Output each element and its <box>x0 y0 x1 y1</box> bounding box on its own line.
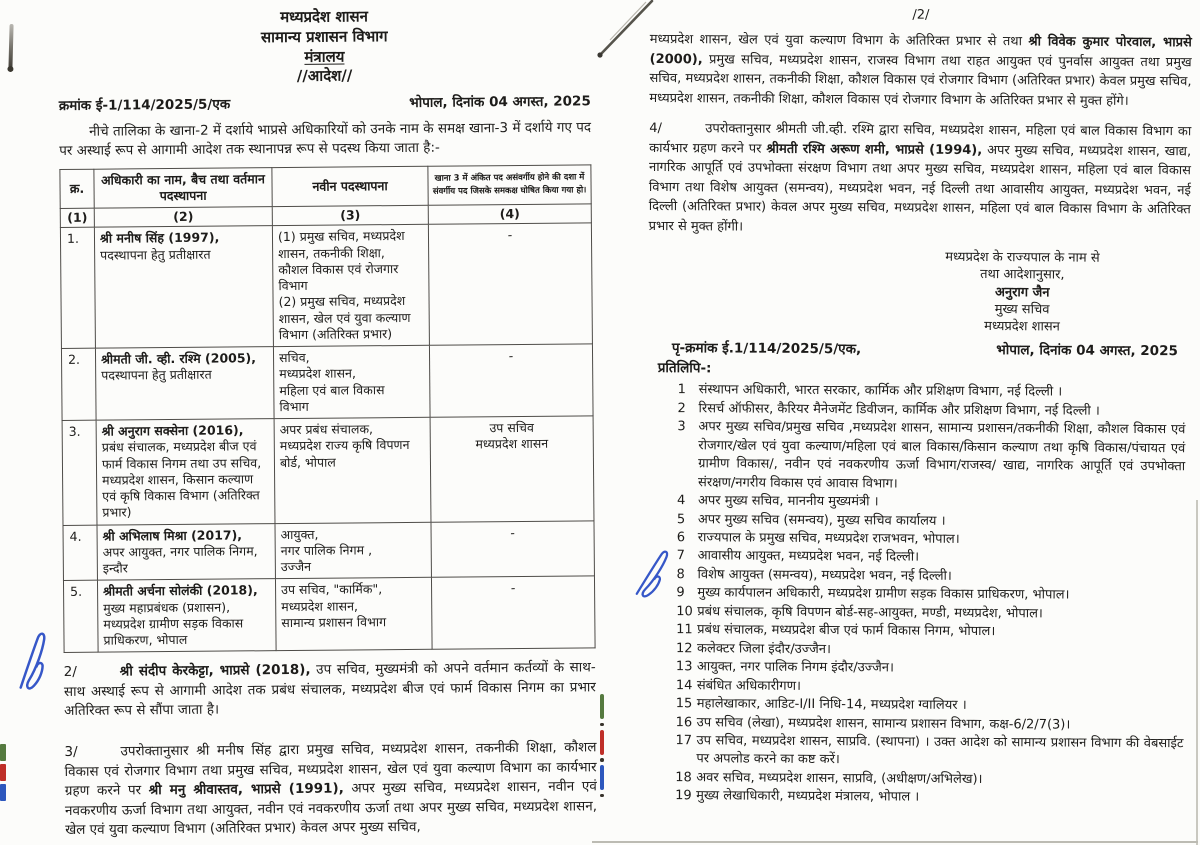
list-item <box>677 418 1189 495</box>
row-serial: 3. <box>62 420 97 525</box>
table-row <box>60 223 592 348</box>
table-row <box>62 416 594 525</box>
equivalent-post-cell: - <box>431 576 595 649</box>
table-row <box>61 344 593 421</box>
list-item-text: उप सचिव (लेखा), मध्यप्रदेश शासन, सामान्य प्रशासन विभाग, कक्ष-6/2/7(3)। <box>696 714 1071 733</box>
list-item-number: 6 <box>676 530 686 546</box>
endorsement-number: पृ-क्रमांक ई.1/114/2025/5/एक, <box>671 340 862 358</box>
list-item-number: 19 <box>675 788 692 804</box>
para-number: 4/ <box>649 120 662 137</box>
new-posting-cell: (1) प्रमुख सचिव, मध्यप्रदेश शासन, तकनीकी शिक्षा, कौशल विकास एवं रोजगार विभाग (2) प्रमुख सचिव, मध्यप्रदेश शासन, खेल एवं युवा कल्याण विभाग (अतिरिक्त प्रभार) <box>272 225 429 347</box>
list-item-text: महालेखाकार, आडिट-I/II निधि-14, मध्यप्रदेश ग्वालियर । <box>696 696 967 714</box>
list-item-text: अपर मुख्य सचिव/प्रमुख सचिव ,मध्यप्रदेश शासन, सामान्य प्रशासन/तकनीकी शिक्षा, कौशल विकास एवं रोजगार/खेल एवं युवा कल्याण/महिला एवं बाल विकास/किसान कल्याण तथा कृषि विकास/पंचायत एवं ग्रामीण विकास/, नवीन एवं नवकरणीय ऊर्जा विभाग/राजस्व/ खाद्य, नागरिक आपूर्ति एवं उपभोक्ता संरक्षण/नगरीय विकास एवं आवास विभाग। <box>698 419 1186 492</box>
list-item-text: मुख्य कार्यपालन अधिकारी, मध्यप्रदेश ग्रामीण सड़क विकास प्राधिकरण, भोपाल। <box>697 585 1070 603</box>
list-item-text: राज्यपाल के प्रमुख सचिव, मध्यप्रदेश राजभवन, भोपाल। <box>697 530 960 547</box>
page-1 <box>58 5 597 840</box>
paragraph-3: 3/ उपरोक्तानुसार श्री मनीष सिंह द्वारा प्रमुख सचिव, मध्यप्रदेश शासन, तकनीकी शिक्षा, कौशल विकास एवं रोजगार विभाग तथा प्रमुख सचिव, मध्यप्रदेश शासन, खेल एवं युवा कल्याण विभाग का कार्यभार ग्रहण करने पर श्री मनु श्रीवास्तव, भाप्रसे (1991), अपर मुख्य सचिव, मध्यप्रदेश शासन, नवीन एवं नवकरणीय ऊर्जा विभाग तथा आयुक्त, नवीन एवं नवकरणीय ऊर्जा तथा अपर मुख्य सचिव, मध्यप्रदेश शासन, खेल एवं युवा कल्याण विभाग (अतिरिक्त प्रभार) केवल अपर मुख्य सचिव, <box>64 739 598 839</box>
row-serial: 5. <box>63 580 98 652</box>
department-name: सामान्य प्रशासन विभाग <box>260 26 388 47</box>
scan-page-edge <box>1196 500 1198 845</box>
scan-page-edge <box>592 841 1198 843</box>
list-item-number: 12 <box>676 640 693 657</box>
list-item-number: 18 <box>675 770 692 786</box>
signatory-title: मुख्य सचिव <box>994 301 1050 318</box>
para-number: 3/ <box>64 743 78 760</box>
equivalent-post-cell: - <box>431 520 594 577</box>
list-item-text: आयुक्त, नगर पालिक निगम इंदौर/उज्जैन। <box>696 659 895 676</box>
pen-test-marks <box>600 694 604 801</box>
list-item-number: 17 <box>675 733 693 749</box>
list-item-text: अपर मुख्य सचिव (समन्वय), मुख्य सचिव कार्यालय । <box>697 511 946 529</box>
endorsement-row <box>648 338 1190 359</box>
letterhead <box>58 5 591 89</box>
list-item-text: संस्थापन अधिकारी, भारत सरकार, कार्मिक और प्रशिक्षण विभाग, नई दिल्ली । <box>698 382 1063 400</box>
page-2 <box>645 4 1192 809</box>
place-date: भोपाल, दिनांक 04 अगस्त, 2025 <box>409 93 591 112</box>
list-item-number: 7 <box>676 548 685 564</box>
col-header-sno: क्र. <box>60 169 94 209</box>
list-item-number: 11 <box>676 622 693 638</box>
para-number: 2/ <box>63 664 77 681</box>
green-pen-strip <box>0 744 6 761</box>
list-item <box>675 732 1187 772</box>
list-item-number: 10 <box>676 604 693 620</box>
list-item-number: 2 <box>677 401 686 417</box>
as-ordered-line: तथा आदेशानुसार, <box>980 267 1065 283</box>
signatory-name: अनुराग जैन <box>994 284 1050 301</box>
officer-name-cell: श्री अभिलाष मिश्रा (2017), अपर आयुक्त, नगर पालिक निगम, इन्दौर <box>97 523 275 580</box>
list-item-text: अवर सचिव, मध्यप्रदेश शासन, साप्रवि, (अधीक्षण/अभिलेख)। <box>696 770 983 787</box>
row-serial: 4. <box>63 525 97 581</box>
list-item-number: 13 <box>675 659 693 675</box>
order-label: //आदेश// <box>296 66 353 86</box>
reference-row <box>59 92 591 115</box>
list-item-text: संबंधित अधिकारीगण। <box>696 677 801 694</box>
equivalent-post-cell: - <box>428 223 592 345</box>
scan-edge-mark <box>8 24 13 70</box>
table-row <box>63 520 594 580</box>
list-item-text: प्रबंध संचालक, कृषि विपणन बोर्ड-सह-आयुक्त, मण्डी, मध्यप्रदेश, भोपाल। <box>697 604 1043 622</box>
new-posting-cell: अपर प्रबंध संचालक, मध्यप्रदेश राज्य कृषि विपणन बोर्ड, भोपाल <box>274 417 431 523</box>
table-row <box>63 576 595 653</box>
red-pen-strip <box>600 730 604 755</box>
blue-pen-strip <box>600 765 604 790</box>
signature-block <box>872 248 1173 336</box>
officer-name-cell: श्रीमती जी. व्ही. रश्मि (2005), पदस्थापना हेतु प्रतीक्षारत <box>95 347 274 421</box>
list-item-text: अपर मुख्य सचिव, माननीय मुख्यमंत्री । <box>697 493 879 510</box>
intro-paragraph: नीचे तालिका के खाना-2 में दर्शाये भाप्रसे अधिकारियों को उनके नाम के समक्ष खाना-3 में दर्शाये गए पद पर अस्थाई रूप से आगामी आदेश तक स्थानापन्न रूप से पदस्थ किया जाता है:- <box>59 119 592 160</box>
col-header-name: अधिकारी का नाम, बैच तथा वर्तमान पदस्थापना <box>94 167 272 208</box>
red-pen-strip <box>0 764 6 781</box>
officer-name-cell: श्रीमती अर्चना सोलंकी (2018), मुख्य महाप्रबंधक (प्रशासन), मध्यप्रदेश ग्रामीण सड़क विकास प्राधिकरण, भोपाल <box>97 579 276 653</box>
list-item-text: विशेष आयुक्त (समन्वय), मध्यप्रदेश भवन, नई दिल्ली। <box>697 567 952 584</box>
page-number: /2/ <box>912 7 930 23</box>
signature-place-date: भोपाल, दिनांक 04 अगस्त, 2025 <box>996 342 1178 360</box>
list-item-text: कलेक्टर जिला इंदौर/उज्जैन। <box>697 641 832 657</box>
list-item <box>675 788 1187 810</box>
column-number-row: (1) (2) (3) (4) <box>60 204 591 228</box>
paragraph-2: 2/ श्री संदीप केरकेट्टा, भाप्रसे (2018), उप सचिव, मुख्यमंत्री को अपने वर्तमान कर्तव्यों के साथ-साथ अस्थाई रूप से आगामी आदेश तक प्रबंध संचालक, मध्यप्रदेश बीज एवं फार्म विकास निगम का प्रभार अतिरिक्त रूप से सौंपा जाता है। <box>63 659 596 720</box>
order-number: क्रमांक ई-1/114/2025/5/एक <box>58 96 231 115</box>
list-item-number: 9 <box>676 585 685 601</box>
list-item-text: प्रबंध संचालक, मध्यप्रदेश बीज एवं फार्म विकास निगम, भोपाल। <box>697 622 996 640</box>
scan-fold-line <box>586 0 658 64</box>
signatory-org: मध्यप्रदेश शासन <box>984 319 1060 335</box>
list-item-number: 4 <box>676 493 686 509</box>
new-posting-cell: उप सचिव, "कार्मिक", मध्यप्रदेश शासन, सामान्य प्रशासन विभाग <box>275 578 432 651</box>
copy-list <box>675 382 1190 810</box>
list-item-number: 15 <box>675 696 693 712</box>
list-item-number: 3 <box>677 419 686 435</box>
list-item-number: 14 <box>675 677 693 693</box>
by-order-line: मध्यप्रदेश के राज्यपाल के नाम से <box>945 249 1100 266</box>
list-item-number: 1 <box>677 382 686 398</box>
posting-table <box>59 164 595 653</box>
copies-label: प्रतिलिपि-: <box>657 360 712 377</box>
list-item-number: 16 <box>675 714 693 730</box>
pen-test-marks <box>0 744 6 804</box>
col-header-equivalent: खाना 3 में अंकित पद असंवर्गीय होने की दशा में संवर्गीय पद जिसके समकक्ष घोषित किया गया हो। <box>428 164 591 205</box>
list-item-text: रिसर्च ऑफीसर, कैरियर मैनेजमेंट डिवीजन, कार्मिक और प्रशिक्षण विभाग, नई दिल्ली । <box>698 401 1100 419</box>
officer-name-cell: श्री अनुराग सक्सेना (2016), प्रबंध संचालक, मध्यप्रदेश बीज एवं फार्म विकास निगम तथा उप सचिव, मध्यप्रदेश शासन, किसान कल्याण एवं कृषि विकास विभाग (अतिरिक्त प्रभार) <box>96 419 275 525</box>
list-item-number: 8 <box>676 567 685 583</box>
col-header-new-posting: नवीन पदस्थापना <box>272 166 428 207</box>
list-item-text: आवासीय आयुक्त, मध्यप्रदेश भवन, नई दिल्ली। <box>697 548 920 566</box>
blue-pen-strip <box>0 784 6 801</box>
officer-name-cell: श्री मनीष सिंह (1997), पदस्थापना हेतु प्रतीक्षारत <box>94 226 273 348</box>
equivalent-post-cell: उप सचिव मध्यप्रदेश शासन <box>430 416 594 522</box>
list-item-text: उप सचिव, मध्यप्रदेश शासन, साप्रवि. (स्थापना) । उक्त आदेश को सामान्य प्रशासन विभाग की वेबसाईट पर अपलोड करने का कष्ट करें। <box>696 733 1184 768</box>
row-serial: 2. <box>61 348 96 420</box>
row-serial: 1. <box>60 227 95 348</box>
continuation-paragraph: मध्यप्रदेश शासन, खेल एवं युवा कल्याण विभाग के अतिरिक्त प्रभार से तथा श्री विवेक कुमार पोरवाल, भाप्रसे (2000), प्रमुख सचिव, मध्यप्रदेश शासन, राजस्व विभाग तथा राहत आयुक्त एवं पुनर्वास आयुक्त तथा प्रमुख सचिव, मध्यप्रदेश शासन, तकनीकी शिक्षा, कौशल विकास एवं रोजगार विभाग (अतिरिक्त प्रभार) केवल प्रमुख सचिव, मध्यप्रदेश शासन, तकनीकी शिक्षा, कौशल विकास एवं रोजगार विभाग के अतिरिक्त प्रभार से मुक्त होंगे। <box>649 31 1192 109</box>
table-header-row <box>60 164 591 208</box>
pen-initial-mark <box>629 544 674 607</box>
new-posting-cell: सचिव, मध्यप्रदेश शासन, महिला एवं बाल विकास विभाग <box>273 345 430 418</box>
new-posting-cell: आयुक्त, नगर पालिक निगम , उज्जैन <box>275 522 431 579</box>
list-item-number: 5 <box>676 511 686 527</box>
green-pen-strip <box>600 694 604 719</box>
pen-initial-mark <box>5 627 60 701</box>
ministry-label: मंत्रालय <box>304 47 345 66</box>
paragraph-4: 4/ उपरोक्तानुसार श्रीमती जी.व्ही. रश्मि द्वारा सचिव, मध्यप्रदेश शासन, महिला एवं बाल विकास विभाग का कार्यभार ग्रहण करने पर श्रीमती रश्मि अरूण शमी, भाप्रसे (1994), अपर मुख्य सचिव, मध्यप्रदेश शासन, खाद्य, नागरिक आपूर्ति एवं उपभोक्ता संरक्षण विभाग तथा अपर मुख्य सचिव, मध्यप्रदेश शासन, महिला एवं बाल विकास विभाग तथा विशेष आयुक्त (समन्वय), मध्यप्रदेश भवन, नई दिल्ली तथा आवासीय आयुक्त, मध्यप्रदेश भवन, नई दिल्ली (अतिरिक्त प्रभार) केवल अपर मुख्य सचिव, मध्यप्रदेश शासन, महिला एवं बाल विकास विभाग के अतिरिक्त प्रभार से मुक्त होंगी। <box>648 120 1192 235</box>
equivalent-post-cell: - <box>429 344 593 417</box>
list-item-text: मुख्य लेखाधिकारी, मध्यप्रदेश मंत्रालय, भोपाल । <box>696 788 920 806</box>
government-name: मध्यप्रदेश शासन <box>280 7 369 27</box>
